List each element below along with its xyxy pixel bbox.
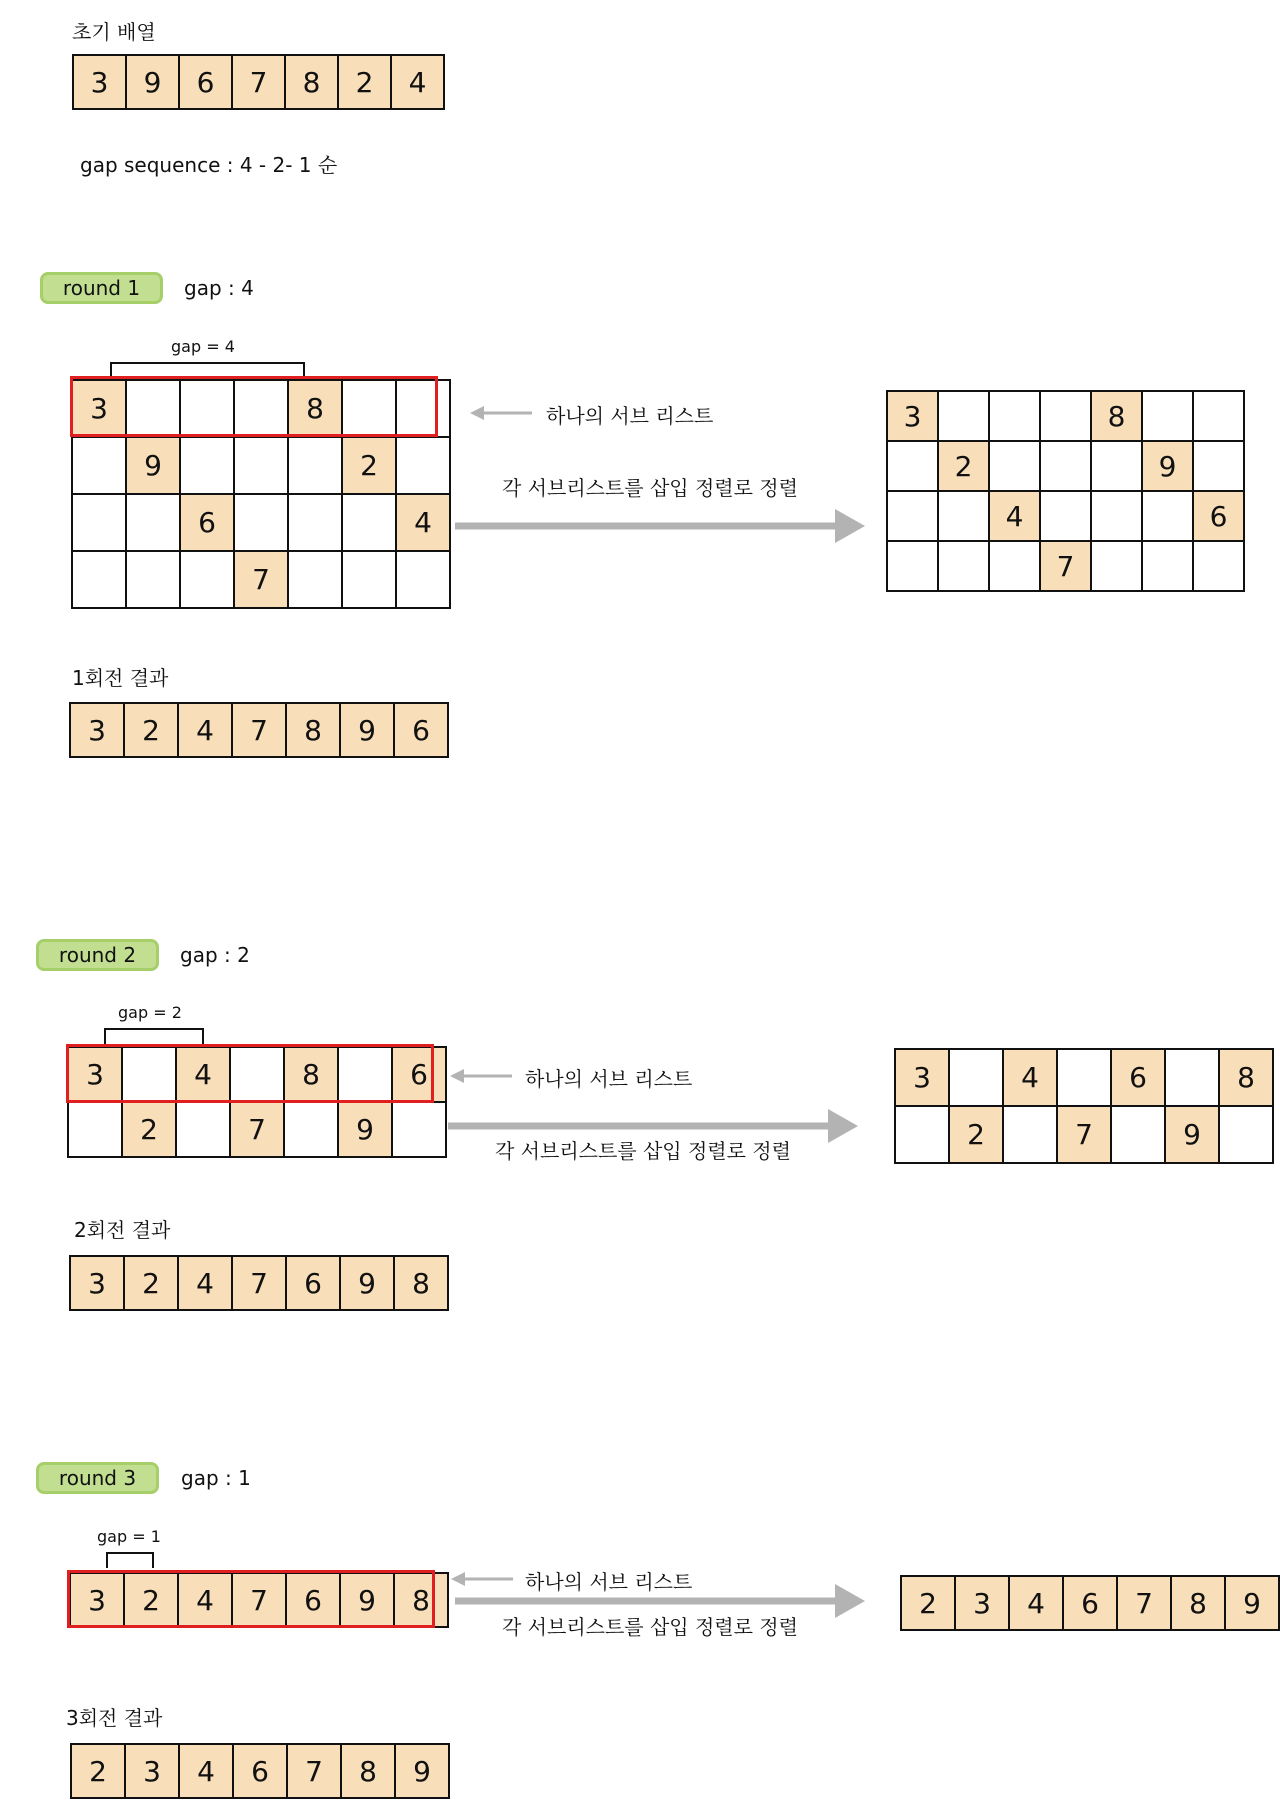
value-cell: 3 (68, 1047, 122, 1102)
empty-cell (68, 1102, 122, 1157)
value-cell: 2 (938, 441, 989, 491)
empty-cell (176, 1102, 230, 1157)
empty-cell (234, 494, 288, 551)
round-1-sort-label: 각 서브리스트를 삽입 정렬로 정렬 (502, 476, 798, 500)
empty-cell (1219, 1106, 1273, 1163)
empty-cell (288, 437, 342, 494)
value-cell: 6 (286, 1573, 340, 1627)
round-3-gap-bracket (106, 1552, 154, 1568)
round-2-sublist-label: 하나의 서브 리스트 (525, 1067, 693, 1091)
round-1-sort-arrow (455, 508, 865, 544)
value-cell: 6 (392, 1047, 446, 1102)
value-cell: 3 (887, 391, 938, 441)
empty-cell (1040, 441, 1091, 491)
value-cell: 4 (1009, 1576, 1063, 1630)
round-2-result-label: 2회전 결과 (74, 1218, 171, 1242)
round-1-gap: gap : 4 (184, 276, 254, 300)
value-cell: 8 (341, 1744, 395, 1798)
round-3-gap: gap : 1 (181, 1466, 251, 1490)
round-3-sublist-highlight (67, 1570, 435, 1628)
empty-cell (887, 541, 938, 591)
round-1-sublist-label: 하나의 서브 리스트 (546, 404, 714, 428)
value-cell: 3 (955, 1576, 1009, 1630)
value-cell: 8 (1091, 391, 1142, 441)
initial-label: 초기 배열 (72, 20, 156, 44)
value-cell: 8 (394, 1573, 448, 1627)
round-1-sublist-arrow (470, 403, 534, 423)
value-cell: 3 (73, 55, 126, 109)
empty-cell (288, 494, 342, 551)
value-cell: 4 (178, 1573, 232, 1627)
empty-cell (392, 1102, 446, 1157)
round-2-gap-bracket (104, 1028, 204, 1044)
empty-cell (1091, 541, 1142, 591)
round-3-result-label: 3회전 결과 (66, 1706, 163, 1730)
value-cell: 3 (125, 1744, 179, 1798)
value-cell: 2 (901, 1576, 955, 1630)
value-cell: 7 (1057, 1106, 1111, 1163)
value-cell: 9 (340, 1256, 394, 1310)
empty-cell (396, 551, 450, 608)
value-cell: 2 (338, 55, 391, 109)
empty-cell (126, 551, 180, 608)
round-3-after-array (900, 1575, 1280, 1631)
value-cell: 2 (124, 1573, 178, 1627)
empty-cell (938, 391, 989, 441)
empty-cell (989, 441, 1040, 491)
empty-cell (126, 494, 180, 551)
value-cell: 2 (949, 1106, 1003, 1163)
empty-cell (1193, 441, 1244, 491)
value-cell: 7 (287, 1744, 341, 1798)
empty-cell (180, 551, 234, 608)
value-cell: 4 (178, 703, 232, 757)
round-3-gap-bracket-label: gap = 1 (97, 1527, 161, 1546)
value-cell: 4 (391, 55, 444, 109)
empty-cell (1165, 1049, 1219, 1106)
round-2-sublist-highlight (66, 1044, 434, 1103)
value-cell: 8 (1171, 1576, 1225, 1630)
empty-cell (1142, 391, 1193, 441)
value-cell: 7 (230, 1102, 284, 1157)
round-1-result-label: 1회전 결과 (72, 666, 169, 690)
round-1-after-grid (886, 390, 1245, 592)
empty-cell (1091, 491, 1142, 541)
empty-cell (1057, 1049, 1111, 1106)
empty-cell (887, 441, 938, 491)
round-2-badge: round 2 (36, 939, 159, 971)
empty-cell (989, 391, 1040, 441)
gap-sequence-text: gap sequence : 4 - 2- 1 순 (80, 153, 338, 177)
value-cell: 9 (338, 1102, 392, 1157)
empty-cell (887, 491, 938, 541)
value-cell: 2 (122, 1102, 176, 1157)
value-cell: 4 (396, 494, 450, 551)
value-cell: 8 (1219, 1049, 1273, 1106)
empty-cell (895, 1106, 949, 1163)
empty-cell (1193, 391, 1244, 441)
round-3-sort-label: 각 서브리스트를 삽입 정렬로 정렬 (502, 1615, 798, 1639)
empty-cell (234, 437, 288, 494)
empty-cell (72, 437, 126, 494)
empty-cell (989, 541, 1040, 591)
value-cell: 4 (179, 1744, 233, 1798)
empty-cell (1091, 441, 1142, 491)
value-cell: 8 (286, 703, 340, 757)
value-cell: 8 (394, 1256, 448, 1310)
value-cell: 7 (232, 703, 286, 757)
round-3-sublist-label: 하나의 서브 리스트 (525, 1570, 693, 1594)
empty-cell (938, 491, 989, 541)
value-cell: 6 (394, 703, 448, 757)
value-cell: 6 (286, 1256, 340, 1310)
value-cell: 4 (176, 1047, 230, 1102)
empty-cell (180, 437, 234, 494)
value-cell: 9 (340, 703, 394, 757)
empty-cell (288, 551, 342, 608)
value-cell: 9 (1165, 1106, 1219, 1163)
empty-cell (1040, 491, 1091, 541)
empty-cell (1142, 541, 1193, 591)
value-cell: 9 (126, 437, 180, 494)
round-2-sort-label: 각 서브리스트를 삽입 정렬로 정렬 (495, 1139, 791, 1163)
round-1-badge: round 1 (40, 272, 163, 304)
value-cell: 3 (895, 1049, 949, 1106)
empty-cell (949, 1049, 1003, 1106)
round-2-result-array (69, 1255, 449, 1311)
value-cell: 7 (232, 1573, 286, 1627)
value-cell: 3 (70, 1573, 124, 1627)
round-2-gap-bracket-label: gap = 2 (118, 1003, 182, 1022)
value-cell: 6 (179, 55, 232, 109)
value-cell: 7 (232, 1256, 286, 1310)
empty-cell (72, 494, 126, 551)
empty-cell (1193, 541, 1244, 591)
value-cell: 7 (1040, 541, 1091, 591)
value-cell: 9 (1225, 1576, 1279, 1630)
value-cell: 2 (124, 1256, 178, 1310)
value-cell: 7 (234, 551, 288, 608)
value-cell: 9 (126, 55, 179, 109)
empty-cell (1142, 491, 1193, 541)
empty-cell (1111, 1106, 1165, 1163)
round-2-gap: gap : 2 (180, 943, 250, 967)
value-cell: 2 (124, 703, 178, 757)
value-cell: 2 (71, 1744, 125, 1798)
value-cell: 6 (233, 1744, 287, 1798)
empty-cell (396, 437, 450, 494)
value-cell: 8 (285, 55, 338, 109)
initial-array (72, 54, 445, 110)
value-cell: 8 (284, 1047, 338, 1102)
value-cell: 7 (232, 55, 285, 109)
round-1-sublist-highlight (70, 376, 438, 437)
empty-cell (342, 494, 396, 551)
value-cell: 4 (989, 491, 1040, 541)
value-cell: 9 (395, 1744, 449, 1798)
value-cell: 6 (1111, 1049, 1165, 1106)
empty-cell (1040, 391, 1091, 441)
round-2-after-grid (894, 1048, 1274, 1164)
empty-cell (342, 551, 396, 608)
value-cell: 4 (178, 1256, 232, 1310)
value-cell: 9 (340, 1573, 394, 1627)
empty-cell (284, 1102, 338, 1157)
value-cell: 6 (1063, 1576, 1117, 1630)
round-3-result-array (70, 1743, 450, 1799)
empty-cell (72, 551, 126, 608)
value-cell: 7 (1117, 1576, 1171, 1630)
value-cell: 6 (180, 494, 234, 551)
round-1-gap-bracket-label: gap = 4 (171, 337, 235, 356)
value-cell: 6 (1193, 491, 1244, 541)
empty-cell (1003, 1106, 1057, 1163)
value-cell: 2 (342, 437, 396, 494)
empty-cell (938, 541, 989, 591)
value-cell: 9 (1142, 441, 1193, 491)
round-1-result-array (69, 702, 449, 758)
value-cell: 8 (288, 380, 342, 437)
value-cell: 3 (70, 703, 124, 757)
value-cell: 4 (1003, 1049, 1057, 1106)
round-3-badge: round 3 (36, 1462, 159, 1494)
value-cell: 3 (70, 1256, 124, 1310)
value-cell: 3 (72, 380, 126, 437)
round-2-sublist-arrow (450, 1066, 514, 1086)
